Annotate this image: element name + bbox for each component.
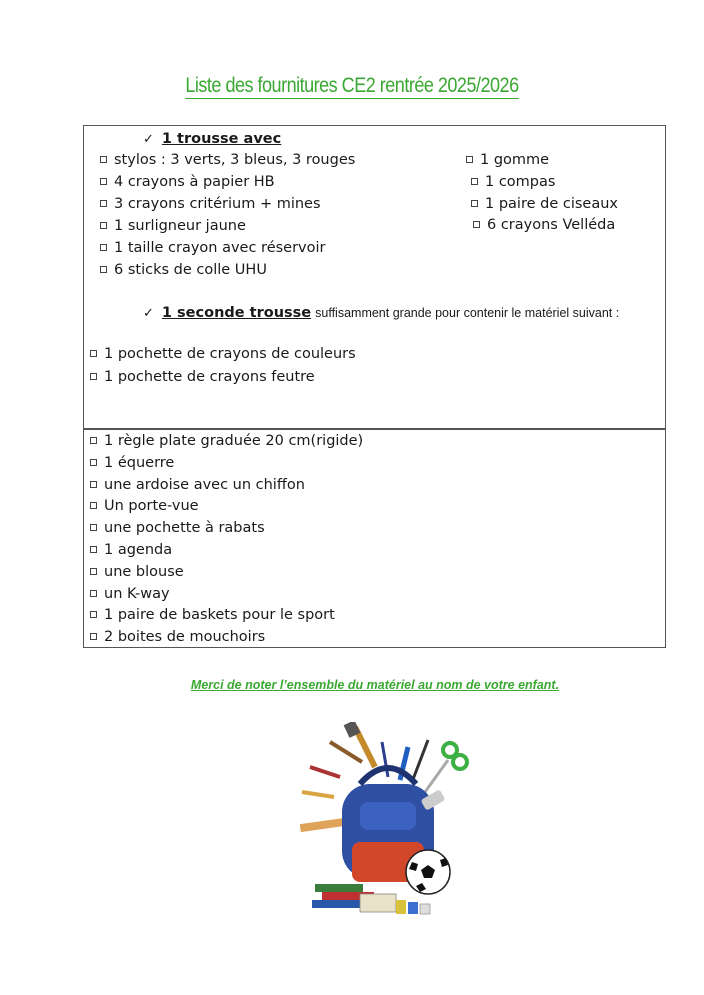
list-item: 1 paire de baskets pour le sport — [90, 605, 335, 625]
checkbox-icon[interactable] — [100, 178, 107, 185]
fountain-pen-icon — [412, 740, 428, 782]
check-icon: ✓ — [143, 132, 154, 147]
checkbox-icon[interactable] — [471, 200, 478, 207]
list-item: Un porte-vue — [90, 496, 199, 516]
checkbox-icon[interactable] — [466, 156, 473, 163]
list-item: une blouse — [90, 562, 184, 582]
list-item: 4 crayons à papier HB — [100, 172, 275, 192]
checkbox-icon[interactable] — [90, 502, 97, 509]
list-item: stylos : 3 verts, 3 bleus, 3 rouges — [100, 150, 355, 170]
list-item: 6 sticks de colle UHU — [100, 260, 267, 280]
checkbox-icon[interactable] — [471, 178, 478, 185]
crayon-icon — [310, 767, 340, 777]
checkbox-icon[interactable] — [90, 350, 97, 357]
checkbox-icon[interactable] — [90, 568, 97, 575]
list-item: 1 pochette de crayons de couleurs — [90, 344, 356, 364]
list-item: 1 gomme — [466, 150, 549, 170]
list-item: 1 pochette de crayons feutre — [90, 367, 315, 387]
checkbox-icon[interactable] — [100, 156, 107, 163]
section2-heading: ✓ 1 seconde trousse suffisamment grande pour contenir le matériel suivant : — [143, 305, 620, 321]
section2-subtext: suffisamment grande pour contenir le matériel suivant : — [315, 306, 620, 320]
list-item: 2 boites de mouchoirs — [90, 627, 265, 647]
list-item: 1 équerre — [90, 453, 174, 473]
list-item: 1 règle plate graduée 20 cm(rigide) — [90, 431, 363, 451]
brush-icon — [330, 742, 362, 762]
checkbox-icon[interactable] — [90, 546, 97, 553]
check-icon: ✓ — [143, 306, 154, 321]
page-title: Liste des fournitures CE2 rentrée 2025/2026 — [185, 74, 519, 97]
list-item: 1 paire de ciseaux — [471, 194, 618, 214]
checkbox-icon[interactable] — [100, 222, 107, 229]
checkbox-icon[interactable] — [100, 244, 107, 251]
checkbox-icon[interactable] — [90, 633, 97, 640]
school-backpack-illustration — [300, 722, 480, 922]
checkbox-icon[interactable] — [90, 481, 97, 488]
checkbox-icon[interactable] — [90, 611, 97, 618]
list-item: 1 compas — [471, 172, 555, 192]
list-item: 1 agenda — [90, 540, 172, 560]
list-item: un K-way — [90, 584, 170, 604]
list-item: 6 crayons Velléda — [473, 215, 615, 235]
checkbox-icon[interactable] — [473, 221, 480, 228]
list-item: une ardoise avec un chiffon — [90, 475, 305, 495]
footer-note: Merci de noter l’ensemble du matériel au nom de votre enfant. — [190, 678, 560, 692]
list-item: une pochette à rabats — [90, 518, 265, 538]
books-icon — [315, 884, 363, 892]
list-item: 3 crayons critérium + mines — [100, 194, 321, 214]
checkbox-icon[interactable] — [90, 459, 97, 466]
section1-heading: ✓ 1 trousse avec — [143, 131, 282, 147]
checkbox-icon[interactable] — [90, 373, 97, 380]
list-item: 1 taille crayon avec réservoir — [100, 238, 326, 258]
pen-icon — [382, 742, 388, 777]
checkbox-icon[interactable] — [100, 200, 107, 207]
checkbox-icon[interactable] — [90, 437, 97, 444]
checkbox-icon[interactable] — [90, 524, 97, 531]
list-item: 1 surligneur jaune — [100, 216, 246, 236]
paint-tube-icon — [396, 900, 406, 914]
checkbox-icon[interactable] — [90, 590, 97, 597]
checkbox-icon[interactable] — [100, 266, 107, 273]
